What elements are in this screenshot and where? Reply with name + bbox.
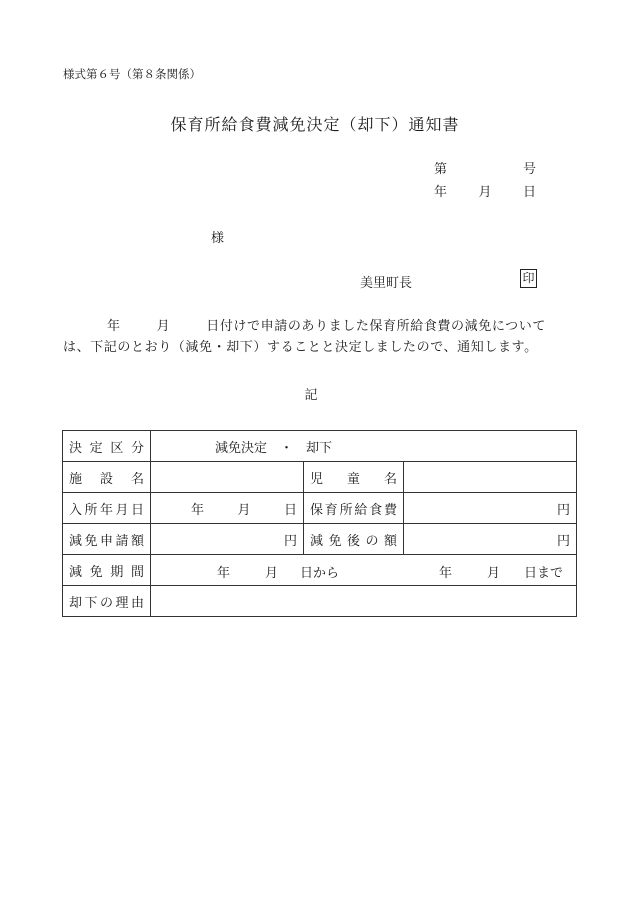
seal-mark: 印 <box>520 269 537 288</box>
number-prefix: 第 <box>434 162 448 177</box>
form-reference: 様式第６号（第８条関係） <box>63 67 201 81</box>
body-month: 月 <box>156 319 171 334</box>
reject-reason-label: 却下の理由 <box>63 586 151 617</box>
reject-reason-field[interactable] <box>151 586 577 617</box>
period-to-month: 月 <box>487 566 501 581</box>
notice-body <box>63 316 573 358</box>
issuer-name: 美里町長 <box>360 276 413 291</box>
admission-day: 日 <box>283 502 297 518</box>
table-row <box>63 555 577 586</box>
table-row <box>63 493 577 524</box>
child-field[interactable] <box>404 462 577 493</box>
date-month: 月 <box>478 185 492 200</box>
meal-fee-field[interactable] <box>404 493 577 524</box>
facility-field[interactable] <box>151 462 304 493</box>
body-year: 年 <box>107 319 121 334</box>
meal-fee-label: 保育所給食費 <box>304 493 404 524</box>
amount-after-field[interactable] <box>404 524 577 555</box>
table-row <box>63 431 577 462</box>
date-day: 日 <box>522 185 536 200</box>
document-number-line <box>434 158 536 177</box>
document-date-line <box>434 181 536 200</box>
body-text: 日付けで申請のありました保育所給食費の減免については、下記のとおり（減免・却下）することと決定しましたので、通知します。 <box>63 319 546 355</box>
yen-unit: 円 <box>556 533 570 549</box>
period-from-month: 月 <box>265 566 279 581</box>
facility-label: 施設名 <box>63 462 151 493</box>
table-row <box>63 462 577 493</box>
number-suffix: 号 <box>522 162 536 177</box>
period-to-day: 日まで <box>524 566 564 581</box>
decision-table <box>62 430 577 617</box>
document-title: 保育所給食費減免決定（却下）通知書 <box>170 115 460 134</box>
table-row <box>63 586 577 617</box>
yen-unit: 円 <box>283 533 297 549</box>
amount-after-label: 減免後の額 <box>304 524 404 555</box>
period-to-year: 年 <box>439 566 453 581</box>
application-amount-field[interactable] <box>151 524 304 555</box>
date-year: 年 <box>434 185 448 200</box>
record-mark: 記 <box>304 388 318 403</box>
admission-month: 月 <box>237 502 251 518</box>
addressee-honorific: 様 <box>211 231 225 246</box>
yen-unit: 円 <box>556 502 570 518</box>
decision-value: 減免決定 ・ 却下 <box>151 431 577 462</box>
child-label: 児童名 <box>304 462 404 493</box>
table-row <box>63 524 577 555</box>
period-label: 減免期間 <box>63 555 151 586</box>
admission-label: 入所年月日 <box>63 493 151 524</box>
admission-field[interactable] <box>151 493 304 524</box>
admission-year: 年 <box>191 502 205 518</box>
application-amount-label: 減免申請額 <box>63 524 151 555</box>
period-field[interactable] <box>151 555 577 586</box>
decision-label: 決定区分 <box>63 431 151 462</box>
period-from-day: 日から <box>300 566 340 581</box>
period-from-year: 年 <box>217 566 231 581</box>
